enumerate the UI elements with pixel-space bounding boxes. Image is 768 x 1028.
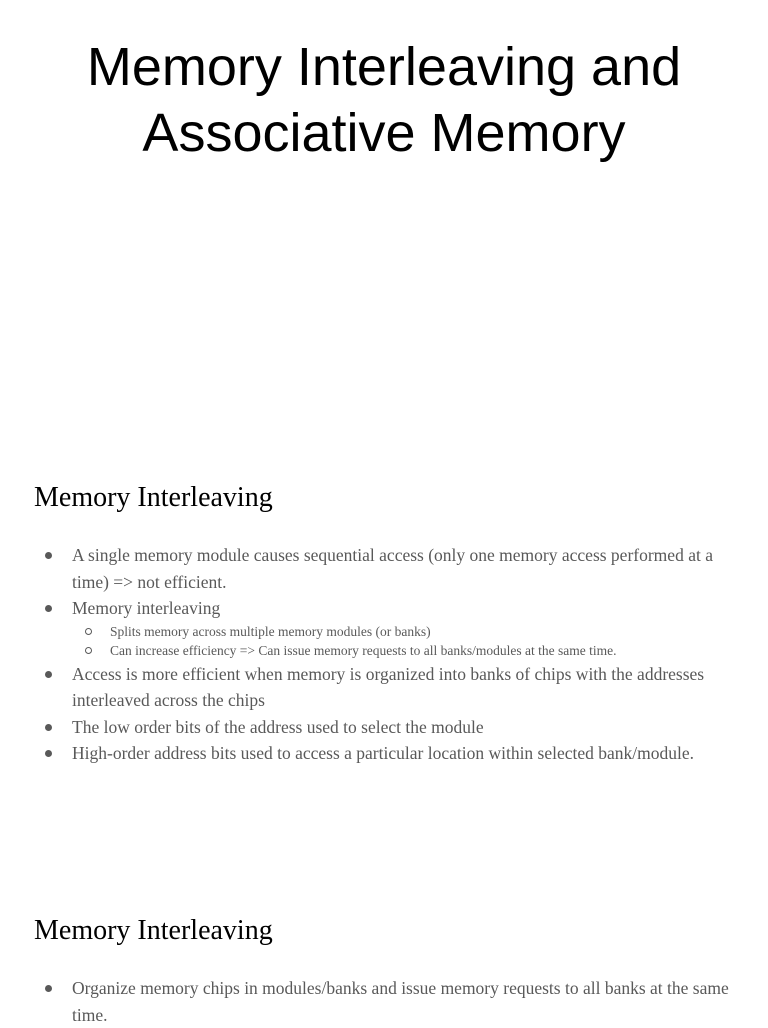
- bullet-circle-icon: [85, 628, 92, 635]
- title-slide: [0, 0, 768, 440]
- slide-title-line-2: Associative Memory: [142, 103, 626, 163]
- bullet-dot-icon: [45, 671, 52, 678]
- bullet-text: Memory interleaving: [72, 598, 221, 618]
- sub-list-item: [34, 641, 734, 661]
- bullet-list: [34, 975, 734, 1028]
- bullet-list: [34, 542, 734, 767]
- bullet-dot-icon: [45, 750, 52, 757]
- bullet-circle-icon: [85, 647, 92, 654]
- bullet-dot-icon: [45, 985, 52, 992]
- sub-list-item: [34, 622, 734, 642]
- list-item: [34, 740, 734, 767]
- bullet-text: A single memory module causes sequential access (only one memory access performed at a time) => not efficient.: [72, 545, 713, 592]
- slide-title-line-1: Memory Interleaving and: [86, 37, 682, 97]
- bullet-dot-icon: [45, 724, 52, 731]
- sub-bullet-list: [34, 622, 734, 661]
- list-item: [34, 975, 734, 1028]
- sub-bullet-text: Can increase efficiency => Can issue memory requests to all banks/modules at the same time.: [110, 643, 617, 658]
- list-item: [34, 542, 734, 595]
- memory-interleaving-section-2: [34, 913, 734, 1028]
- section-heading: Memory Interleaving: [34, 915, 273, 946]
- section-heading: Memory Interleaving: [34, 482, 273, 513]
- bullet-text: Organize memory chips in modules/banks and issue memory requests to all banks at the same time.: [72, 978, 729, 1025]
- list-item: [34, 661, 734, 714]
- list-item: [34, 714, 734, 741]
- list-item: [34, 595, 734, 661]
- memory-interleaving-section-1: [34, 480, 734, 767]
- slide-title: [0, 34, 768, 166]
- bullet-text: The low order bits of the address used to select the module: [72, 716, 484, 737]
- bullet-text: High-order address bits used to access a particular location within selected bank/module.: [72, 743, 695, 763]
- bullet-dot-icon: [45, 552, 52, 559]
- bullet-dot-icon: [45, 605, 52, 612]
- bullet-text: Access is more efficient when memory is organized into banks of chips with the addresses interleaved across the chips: [72, 663, 705, 710]
- sub-bullet-text: Splits memory across multiple memory modules (or banks): [110, 623, 431, 639]
